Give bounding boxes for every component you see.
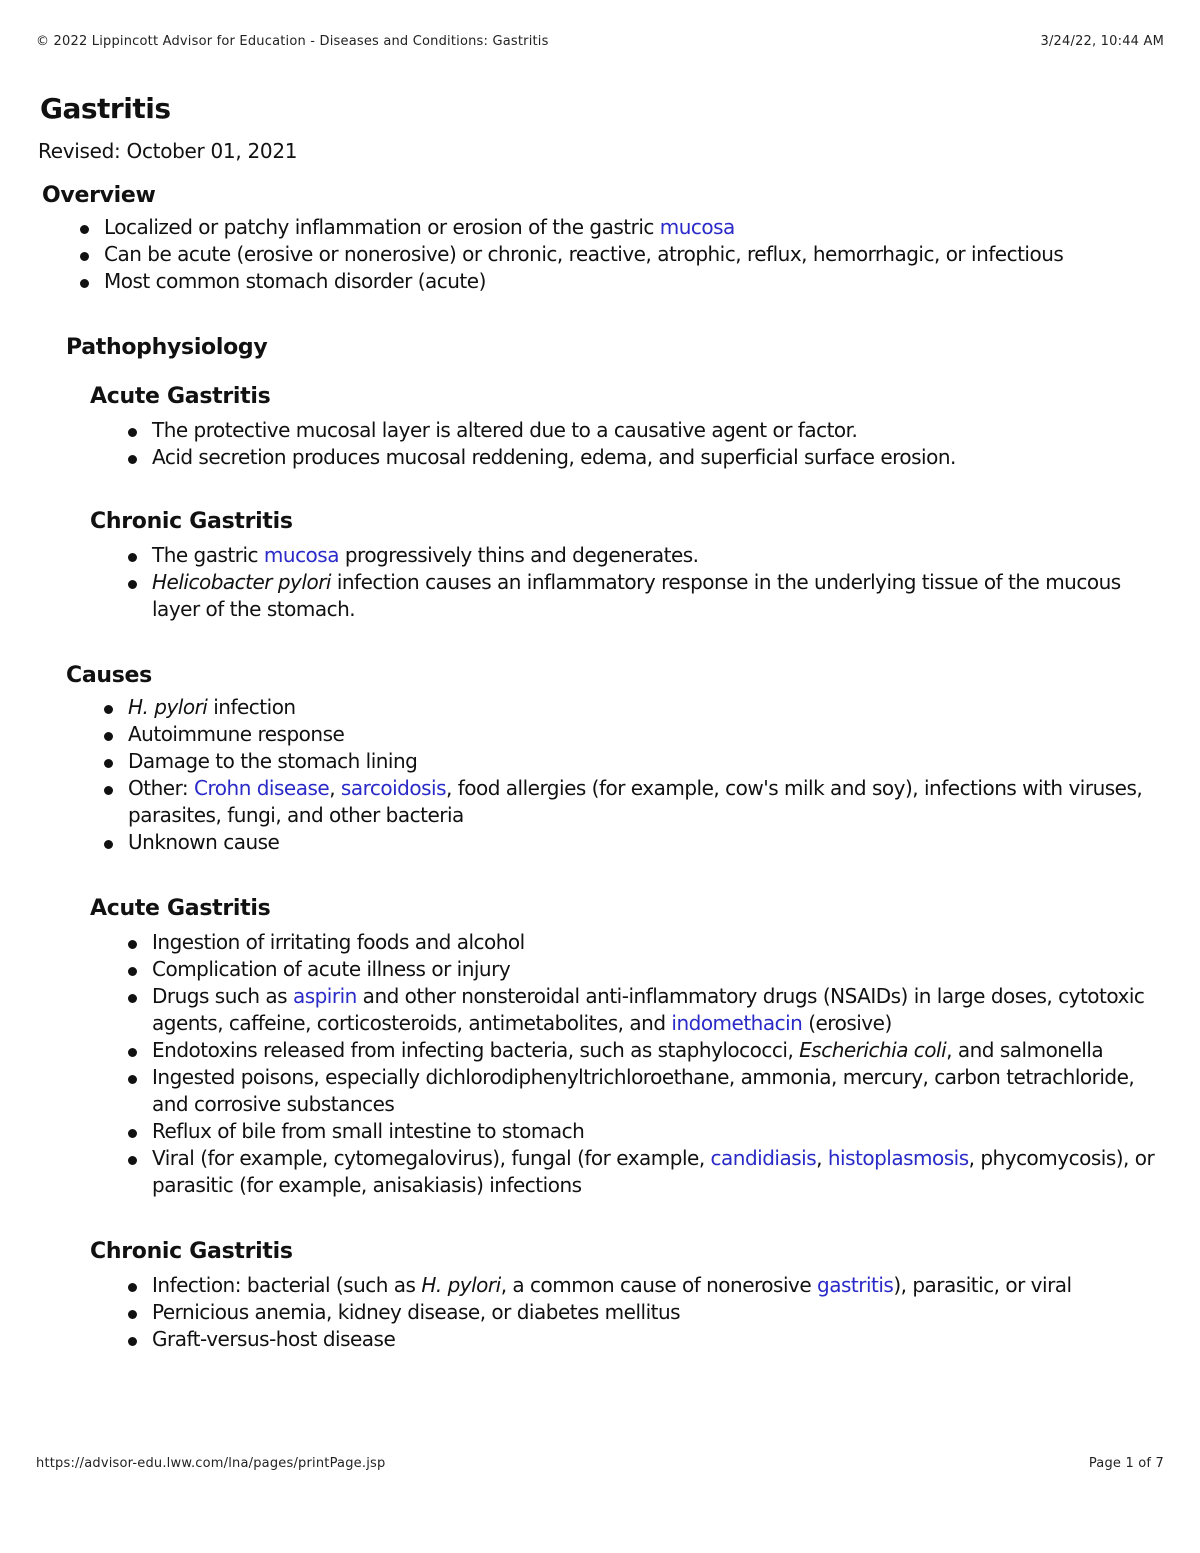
- list-item-text: The gastric: [152, 543, 264, 567]
- term-link[interactable]: sarcoidosis: [340, 776, 446, 800]
- list-item-text: Ingested poisons, especially dichlorodiphenyltrichloroethane, ammonia, mercury, carbon tetrachloride, and corrosive substances: [152, 1065, 1135, 1116]
- subheading-patho-acute: Acute Gastritis: [90, 384, 271, 409]
- list-item-text: Complication of acute illness or injury: [152, 957, 511, 981]
- section-heading-causes: Causes: [66, 663, 152, 688]
- italic-term: H. pylori: [128, 695, 208, 719]
- list-item: [128, 1299, 1158, 1326]
- subsection-causes-acute: [90, 896, 1158, 1199]
- term-link[interactable]: aspirin: [292, 984, 357, 1008]
- list-item-text: Endotoxins released from infecting bacteria, such as staphylococci,: [152, 1038, 800, 1062]
- list-item: [80, 241, 1158, 268]
- section-overview: [42, 183, 1158, 295]
- list-item: [104, 694, 1158, 721]
- list-item-text: Autoimmune response: [128, 722, 345, 746]
- list-item: [128, 1118, 1158, 1145]
- italic-term: Helicobacter pylori: [152, 570, 331, 594]
- term-link[interactable]: Crohn disease: [194, 776, 330, 800]
- subsection-causes-chronic: [90, 1239, 1158, 1353]
- print-header: [36, 34, 1164, 49]
- list-item-text: Ingestion of irritating foods and alcohol: [152, 930, 525, 954]
- list-item-text: , a common cause of nonerosive: [500, 1273, 818, 1297]
- overview-list: [80, 214, 1158, 295]
- list-item-text: Damage to the stomach lining: [128, 749, 418, 773]
- subheading-patho-chronic: Chronic Gastritis: [90, 509, 293, 534]
- list-item-text: Acid secretion produces mucosal reddening, edema, and superficial surface erosion.: [152, 445, 956, 469]
- list-item: [128, 1037, 1158, 1064]
- list-item-text: infection: [207, 695, 296, 719]
- list-item-text: Most common stomach disorder (acute): [104, 269, 486, 293]
- italic-term: Escherichia coli: [799, 1038, 947, 1062]
- section-heading-pathophysiology: Pathophysiology: [66, 335, 268, 360]
- list-item-text: ,: [329, 776, 341, 800]
- list-item: [104, 721, 1158, 748]
- list-item: [128, 444, 1158, 471]
- list-item-text: infection causes an inflammatory response in the underlying tissue of the mucous layer of the stomach.: [152, 570, 1121, 621]
- list-item-text: ), parasitic, or viral: [893, 1273, 1072, 1297]
- list-item-text: Other:: [128, 776, 195, 800]
- term-link[interactable]: histoplasmosis: [827, 1146, 969, 1170]
- print-footer-page-number: Page 1 of 7: [1088, 1456, 1164, 1471]
- section-causes: [66, 663, 1158, 1353]
- list-item-text: Graft-versus-host disease: [152, 1327, 396, 1351]
- list-item: [128, 983, 1158, 1037]
- page-title: Gastritis: [40, 92, 171, 125]
- list-item: [128, 542, 1158, 569]
- list-item: [104, 829, 1158, 856]
- list-item-text: The protective mucosal layer is altered due to a causative agent or factor.: [152, 418, 858, 442]
- term-link[interactable]: gastritis: [817, 1273, 894, 1297]
- list-item-text: Can be acute (erosive or nonerosive) or chronic, reactive, atrophic, reflux, hemorrhagic, or infectious: [104, 242, 1064, 266]
- list-item-text: ,: [816, 1146, 828, 1170]
- list-item: [128, 417, 1158, 444]
- list-item-text: Pernicious anemia, kidney disease, or diabetes mellitus: [152, 1300, 681, 1324]
- list-item: [80, 268, 1158, 295]
- list-item: [128, 1064, 1158, 1118]
- patho-chronic-list: [128, 542, 1158, 623]
- list-item: [128, 929, 1158, 956]
- list-item-text: , phycomycosis), or parasitic (for example, anisakiasis) infections: [152, 1146, 1155, 1197]
- print-header-title: © 2022 Lippincott Advisor for Education - Diseases and Conditions: Gastritis: [36, 34, 549, 49]
- list-item-text: , food allergies (for example, cow's milk and soy), infections with viruses, parasites, fungi, and other bacteria: [128, 776, 1143, 827]
- list-item-text: and other nonsteroidal anti-inflammatory drugs (NSAIDs) in large doses, cytotoxic agents, caffeine, corticosteroids, antimetabolites, and: [152, 984, 1145, 1035]
- term-link[interactable]: mucosa: [659, 215, 735, 239]
- print-footer-url: https://advisor-edu.lww.com/lna/pages/printPage.jsp: [36, 1456, 386, 1471]
- causes-chronic-list: [128, 1272, 1158, 1353]
- revised-date: Revised: October 01, 2021: [38, 139, 298, 163]
- list-item: [128, 956, 1158, 983]
- list-item-text: progressively thins and degenerates.: [338, 543, 699, 567]
- italic-term: H. pylori: [421, 1273, 501, 1297]
- section-pathophysiology: [66, 335, 1158, 623]
- subsection-patho-acute: [90, 384, 1158, 471]
- list-item-text: Reflux of bile from small intestine to stomach: [152, 1119, 585, 1143]
- term-link[interactable]: candidiasis: [710, 1146, 817, 1170]
- patho-acute-list: [128, 417, 1158, 471]
- list-item-text: Drugs such as: [152, 984, 293, 1008]
- list-item: [80, 214, 1158, 241]
- causes-acute-list: [128, 929, 1158, 1199]
- term-link[interactable]: indomethacin: [671, 1011, 803, 1035]
- list-item-text: Viral (for example, cytomegalovirus), fungal (for example,: [152, 1146, 711, 1170]
- list-item: [128, 1326, 1158, 1353]
- subheading-causes-chronic: Chronic Gastritis: [90, 1239, 293, 1264]
- list-item-text: , and salmonella: [946, 1038, 1104, 1062]
- subheading-causes-acute: Acute Gastritis: [90, 896, 271, 921]
- list-item: [104, 748, 1158, 775]
- section-heading-overview: Overview: [42, 183, 156, 208]
- print-footer: [36, 1456, 1164, 1471]
- list-item: [128, 1272, 1158, 1299]
- list-item: [128, 1145, 1158, 1199]
- list-item-text: Localized or patchy inflammation or erosion of the gastric: [104, 215, 660, 239]
- list-item-text: Infection: bacterial (such as: [152, 1273, 422, 1297]
- list-item-text: (erosive): [802, 1011, 892, 1035]
- print-header-timestamp: 3/24/22, 10:44 AM: [1040, 34, 1164, 49]
- term-link[interactable]: mucosa: [263, 543, 339, 567]
- causes-list: [104, 694, 1158, 856]
- list-item: [104, 775, 1158, 829]
- document-content: [38, 92, 1158, 1353]
- list-item: [128, 569, 1158, 623]
- list-item-text: Unknown cause: [128, 830, 280, 854]
- subsection-patho-chronic: [90, 509, 1158, 623]
